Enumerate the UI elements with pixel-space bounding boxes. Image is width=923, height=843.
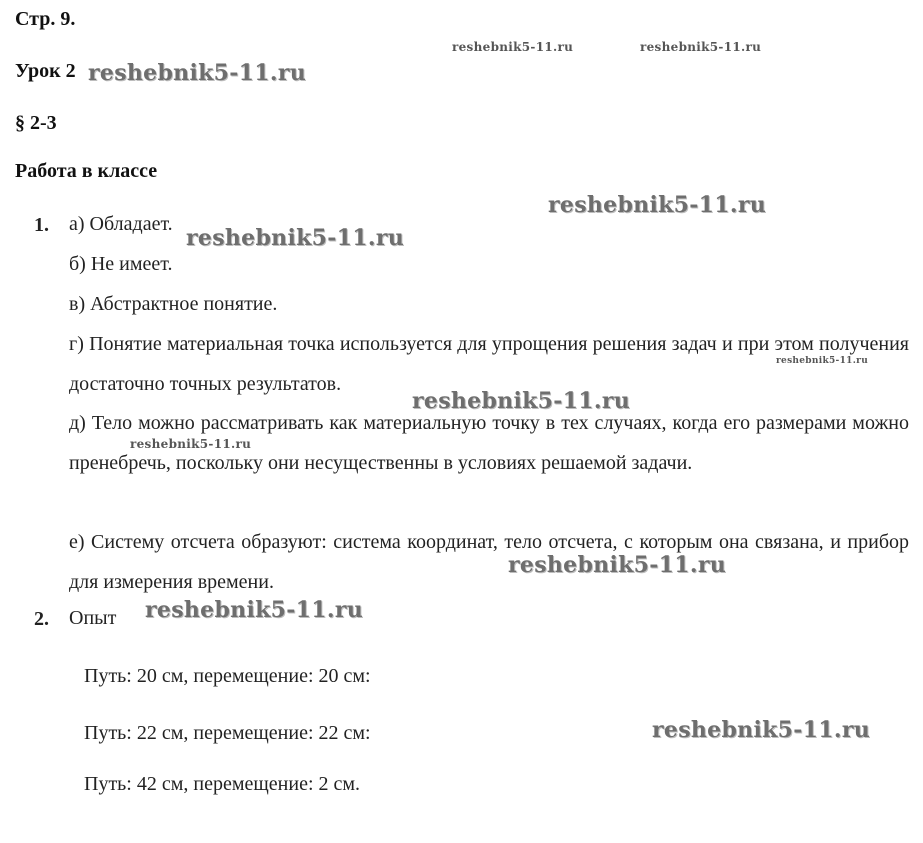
task-number-2: 2. [34,608,49,630]
watermark: reshebnik5-11.ru [548,192,767,218]
watermark: reshebnik5-11.ru [640,40,762,54]
answer-a: а) Обладает. [69,213,173,235]
result-3: Путь: 42 см, перемещение: 2 см. [84,773,361,795]
answer-g: г) Понятие материальная точка используется для упрощения решения задач и при этом получения достаточно точных результатов. [69,333,909,395]
watermark: reshebnik5-11.ru [145,597,364,623]
lesson-title: Урок 2 [15,60,76,82]
subtitle: Работа в классе [15,160,158,182]
watermark: reshebnik5-11.ru [776,356,869,366]
watermark: reshebnik5-11.ru [452,40,574,54]
page-number: Стр. 9. [15,8,76,30]
watermark: reshebnik5-11.ru [412,388,631,414]
section-title: § 2-3 [15,112,57,134]
watermark: reshebnik5-11.ru [652,717,871,743]
result-1: Путь: 20 см, перемещение: 20 см: [84,665,371,687]
task-number-1: 1. [34,214,49,236]
result-2: Путь: 22 см, перемещение: 22 см: [84,722,371,744]
answer-v: в) Абстрактное понятие. [69,293,278,315]
watermark: reshebnik5-11.ru [88,60,307,86]
experiment-label: Опыт [69,607,117,629]
answer-e: е) Систему отсчета образуют: система координат, тело отсчета, с которым она связана, и прибор для измерения времени. [69,531,909,593]
answer-b: б) Не имеет. [69,253,173,275]
watermark: reshebnik5-11.ru [508,552,727,578]
watermark: reshebnik5-11.ru [130,437,252,451]
watermark: reshebnik5-11.ru [186,225,405,251]
answer-d: д) Тело можно рассматривать как материальную точку в тех случаях, когда его размерами можно пренебречь, поскольку они несущественны в условиях решаемой задачи. [69,412,909,474]
